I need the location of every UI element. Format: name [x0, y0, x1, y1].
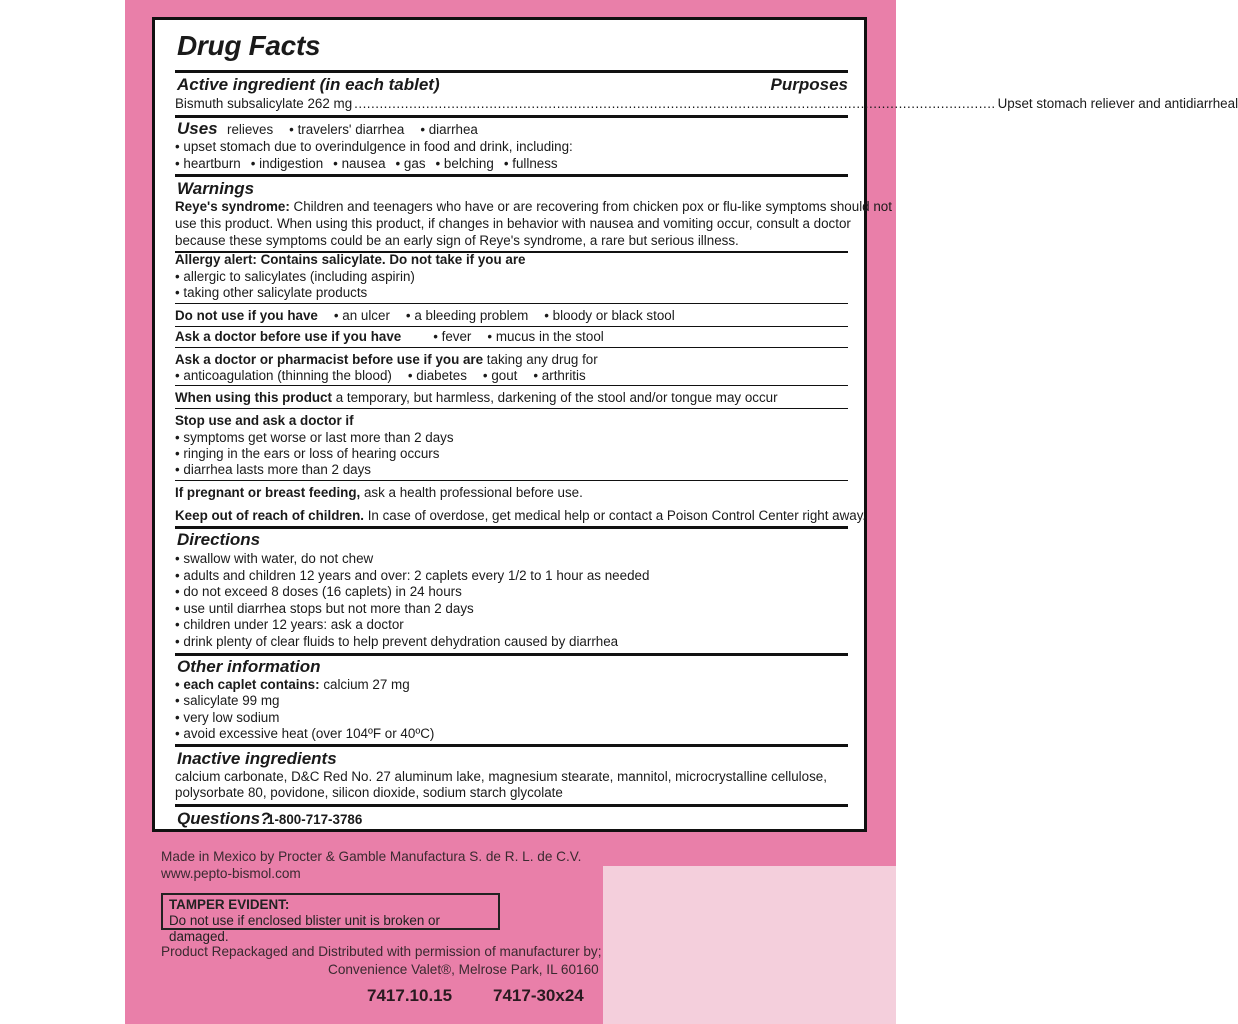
warnings-heading: Warnings	[177, 179, 255, 198]
active-ingredient-name: Bismuth subsalicylate 262 mg	[175, 96, 353, 111]
allergy-item: • allergic to salicylates (including aspirin)	[175, 269, 415, 284]
active-ingredient-row	[175, 96, 1238, 112]
pregnant-warning: If pregnant or breast feeding, ask a health professional before use.	[175, 485, 583, 500]
website-text: www.pepto-bismol.com	[161, 866, 301, 881]
directions-heading: Directions	[177, 530, 261, 549]
direction-item: • do not exceed 8 doses (16 caplets) in 24 hours	[175, 584, 462, 599]
divider	[175, 744, 848, 747]
inactive-ingredients-line: calcium carbonate, D&C Red No. 27 aluminum lake, magnesium stearate, mannitol, microcrystalline cellulose,	[175, 769, 827, 784]
do-not-use: Do not use if you have • an ulcer • a bleeding problem • bloody or black stool	[175, 308, 675, 323]
divider	[175, 347, 848, 348]
questions-heading: Questions?	[177, 809, 271, 828]
uses-line-1: relieves • travelers' diarrhea • diarrhea	[227, 122, 478, 137]
distributor-text: Convenience Valet®, Melrose Park, IL 60160	[328, 962, 599, 977]
inactive-ingredients-line: polysorbate 80, povidone, silicon dioxide, sodium starch glycolate	[175, 785, 563, 800]
leader-dots: ........................................................................................................................................................	[354, 96, 996, 111]
direction-item: • adults and children 12 years and over: 2 caplets every 1/2 to 1 hour as needed	[175, 568, 650, 583]
divider	[175, 174, 848, 177]
direction-item: • swallow with water, do not chew	[175, 551, 374, 566]
other-info-heading: Other information	[177, 657, 321, 676]
reyes-line-1: Reye's syndrome: Children and teenagers who have or are recovering from chicken pox or flu-like symptoms should not	[175, 199, 892, 214]
reyes-line-3: because these symptoms could be an early sign of Reye's syndrome, a rare but serious illness.	[175, 233, 739, 248]
other-info-item: • avoid excessive heat (over 104ºF or 40ºC)	[175, 726, 435, 741]
divider	[175, 653, 848, 656]
divider	[175, 385, 848, 386]
other-info-item: • salicylate 99 mg	[175, 693, 280, 708]
allergy-item: • taking other salicylate products	[175, 285, 368, 300]
repackaged-text: Product Repackaged and Distributed with permission of manufacturer by;	[161, 944, 602, 959]
divider	[175, 804, 848, 807]
divider	[175, 526, 848, 529]
questions-phone: 1-800-717-3786	[267, 812, 363, 827]
tamper-text: Do not use if enclosed blister unit is broken or damaged.	[169, 913, 440, 944]
uses-line-2: • upset stomach due to overindulgence in food and drink, including:	[175, 139, 573, 154]
stop-use-item: • diarrhea lasts more than 2 days	[175, 462, 371, 477]
stop-use: Stop use and ask a doctor if	[175, 413, 354, 428]
other-info-item: • each caplet contains: calcium 27 mg	[175, 677, 410, 692]
uses-heading: Uses	[177, 119, 218, 138]
active-ingredient-heading: Active ingredient (in each tablet)	[177, 75, 440, 94]
lot-code: 7417.10.15	[367, 986, 453, 1005]
ask-pharmacist: Ask a doctor or pharmacist before use if you are taking any drug for	[175, 352, 598, 367]
uses-line-3: • heartburn • indigestion • nausea • gas • belching • fullness	[175, 156, 558, 171]
made-in-text: Made in Mexico by Procter & Gamble Manufactura S. de R. L. de C.V.	[161, 849, 582, 864]
purposes-heading: Purposes	[770, 75, 848, 94]
allergy-alert: Allergy alert: Contains salicylate. Do not take if you are	[175, 252, 526, 267]
drug-facts-title: Drug Facts	[177, 30, 321, 61]
ask-doctor: Ask a doctor before use if you have • fever • mucus in the stool	[175, 329, 604, 344]
active-ingredient-purpose: Upset stomach reliever and antidiarrheal	[997, 96, 1238, 111]
stop-use-item: • symptoms get worse or last more than 2 days	[175, 430, 454, 445]
inactive-ingredients-heading: Inactive ingredients	[177, 749, 337, 768]
divider	[175, 115, 848, 118]
drug-facts-panel	[152, 17, 1238, 832]
divider	[175, 70, 848, 73]
direction-item: • children under 12 years: ask a doctor	[175, 617, 404, 632]
light-pink-label-area	[603, 866, 896, 1024]
divider	[175, 408, 848, 409]
divider	[175, 326, 848, 327]
direction-item: • use until diarrhea stops but not more than 2 days	[175, 601, 474, 616]
ask-pharmacist-items: • anticoagulation (thinning the blood) • diabetes • gout • arthritis	[175, 368, 586, 383]
keep-out-warning: Keep out of reach of children. In case of overdose, get medical help or contact a Poison Control Center right away.	[175, 508, 867, 523]
divider	[175, 480, 848, 481]
direction-item: • drink plenty of clear fluids to help prevent dehydration caused by diarrhea	[175, 634, 619, 649]
divider	[175, 303, 848, 304]
stop-use-item: • ringing in the ears or loss of hearing occurs	[175, 446, 440, 461]
other-info-item: • very low sodium	[175, 710, 280, 725]
product-code: 7417-30x24	[493, 986, 584, 1005]
when-using: When using this product a temporary, but harmless, darkening of the stool and/or tongue may occur	[175, 390, 778, 405]
tamper-evident-box	[161, 893, 500, 944]
tamper-title: TAMPER EVIDENT:	[169, 897, 290, 912]
reyes-line-2: use this product. When using this product, if changes in behavior with nausea and vomiting occur, consult a doctor	[175, 216, 851, 231]
